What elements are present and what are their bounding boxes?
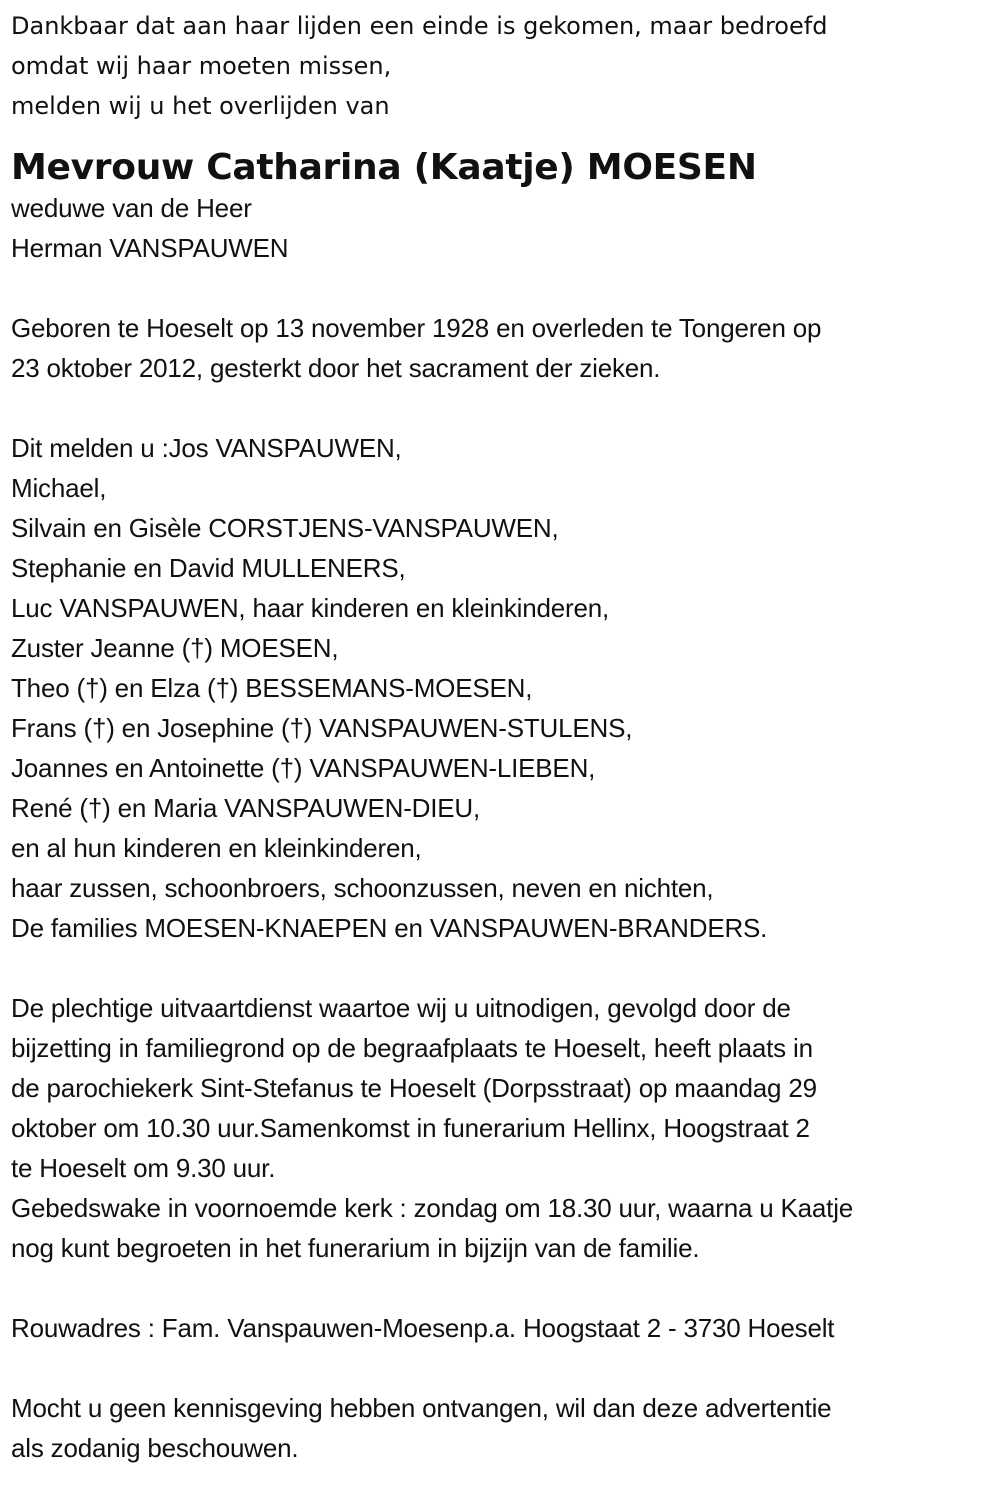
birth-death-line: Geboren te Hoeselt op 13 november 1928 en overleden te Tongeren op [11,313,822,343]
address-section [11,1308,1000,1348]
birth-death-line: 23 oktober 2012, gesterkt door het sacrament der zieken. [11,353,661,383]
intro-line: Dankbaar dat aan haar lijden een einde is gekomen, maar bedroefd [11,12,828,40]
mourner-line: De families MOESEN-KNAEPEN en VANSPAUWEN-BRANDERS. [11,913,768,943]
mourning-address: Rouwadres : Fam. Vanspauwen-Moesenp.a. Hoogstaat 2 - 3730 Hoeselt [11,1313,835,1343]
mourner-line: Luc VANSPAUWEN, haar kinderen en kleinkinderen, [11,593,610,623]
service-line: oktober om 10.30 uur.Samenkomst in funerarium Hellinx, Hoogstraat 2 [11,1113,810,1143]
service-line: De plechtige uitvaartdienst waartoe wij u uitnodigen, gevolgd door de [11,993,791,1023]
service-line: de parochiekerk Sint-Stefanus te Hoeselt (Dorpsstraat) op maandag 29 [11,1073,817,1103]
deceased-section [11,148,1000,268]
mourner-line: Joannes en Antoinette (†) VANSPAUWEN-LIEBEN, [11,753,596,783]
mourner-line: Silvain en Gisèle CORSTJENS-VANSPAUWEN, [11,513,559,543]
relation-line: Herman VANSPAUWEN [11,233,289,263]
service-line: te Hoeselt om 9.30 uur. [11,1153,276,1183]
closing-line: Mocht u geen kennisgeving hebben ontvangen, wil dan deze advertentie [11,1393,832,1423]
service-line: nog kunt begroeten in het funerarium in bijzijn van de familie. [11,1233,700,1263]
mourner-line: Zuster Jeanne (†) MOESEN, [11,633,339,663]
mourner-line: Dit melden u :Jos VANSPAUWEN, [11,433,402,463]
service-line: Gebedswake in voornoemde kerk : zondag om 18.30 uur, waarna u Kaatje [11,1193,854,1223]
intro-section [11,6,1000,126]
mourner-line: haar zussen, schoonbroers, schoonzussen, neven en nichten, [11,873,714,903]
deceased-name: Mevrouw Catharina (Kaatje) MOESEN [11,147,757,188]
service-line: bijzetting in familiegrond op de begraafplaats te Hoeselt, heeft plaats in [11,1033,813,1063]
intro-line: omdat wij haar moeten missen, [11,52,392,80]
service-section [11,988,1000,1268]
mourner-line: Theo (†) en Elza (†) BESSEMANS-MOESEN, [11,673,533,703]
mourner-line: en al hun kinderen en kleinkinderen, [11,833,422,863]
relation-line: weduwe van de Heer [11,193,252,223]
intro-line: melden wij u het overlijden van [11,92,390,120]
mourner-line: Michael, [11,473,107,503]
mourner-line: René (†) en Maria VANSPAUWEN-DIEU, [11,793,481,823]
closing-line: als zodanig beschouwen. [11,1433,299,1463]
mourner-line: Stephanie en David MULLENERS, [11,553,406,583]
closing-section [11,1388,1000,1468]
mourners-section [11,428,1000,948]
mourner-line: Frans (†) en Josephine (†) VANSPAUWEN-STULENS, [11,713,633,743]
birth-death-section [11,308,1000,388]
